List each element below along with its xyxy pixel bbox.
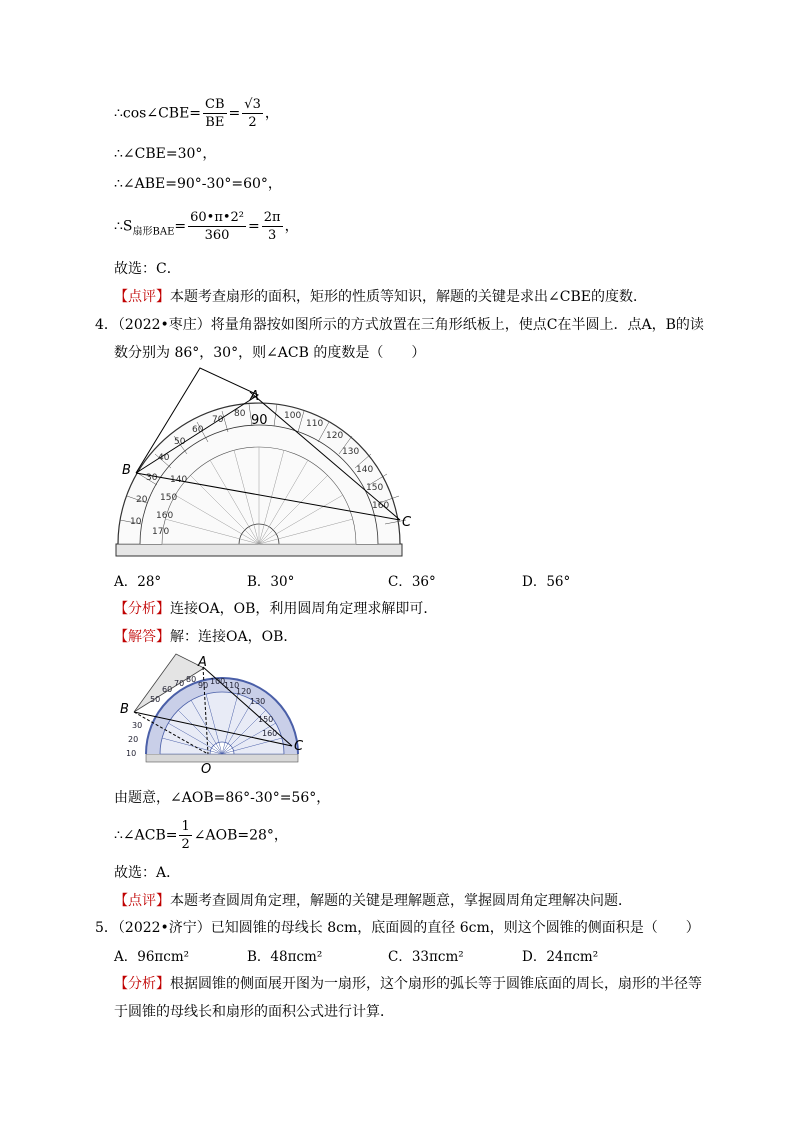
svg-text:140: 140: [356, 465, 374, 475]
cos-line: ∴cos∠CBE= $\frac{CB}{BE}$ = $\frac{√3}{2}$ ，: [114, 97, 279, 130]
cos-prefix: ∴cos∠CBE=: [114, 105, 202, 122]
svg-text:100: 100: [210, 677, 226, 686]
svg-text:170: 170: [152, 527, 170, 537]
svg-text:120: 120: [236, 687, 252, 696]
svg-text:160: 160: [372, 501, 390, 511]
solution-base: [146, 754, 298, 762]
frac-den: 3: [268, 228, 277, 243]
q4-analysis: [114, 598, 437, 618]
step2-prefix: ∴∠ACB=: [114, 827, 178, 844]
angle-cbe-line: ∴∠CBE=30°，: [114, 146, 217, 162]
q4-option-a: A．28°: [114, 574, 162, 590]
svg-text:40: 40: [158, 453, 170, 463]
q5-option-a: A．96πcm²: [114, 949, 190, 965]
svg-text:160: 160: [262, 729, 278, 738]
svg-text:10: 10: [126, 749, 137, 758]
frac-num: 2π: [263, 210, 281, 225]
svg-text:150: 150: [366, 483, 384, 493]
frac-den: 360: [204, 228, 230, 243]
svg-text:80: 80: [234, 409, 246, 419]
q5-analysis-line1: [114, 973, 702, 993]
angle-abe-line: ∴∠ABE=90°-30°=60°，: [114, 176, 282, 192]
svg-text:130: 130: [250, 697, 266, 706]
q4-solution-step1: 由题意，∠AOB=86°-30°=56°，: [114, 790, 331, 806]
sector-area-line: $\therefore S_{扇形BAE}=$ $\frac{\text{60•π•2²}}{360}$ = $\frac{2\pi}{3}$ ，: [114, 210, 299, 243]
q4-stem-line1: 4．（2022•枣庄）将量角器按如图所示的方式放置在三角形纸板上，使点C在半圆上．点A，B的读: [95, 317, 704, 333]
comma: ，: [264, 105, 279, 122]
frac-den: 2: [248, 115, 257, 130]
fraction-sqrt3-2: [242, 96, 263, 131]
analysis-text: 根据圆锥的侧面展开图为一扇形，这个扇形的弧长等于圆锥底面的周长，扇形的半径等: [170, 976, 702, 992]
step2-suffix: ∠AOB=28°，: [193, 827, 288, 844]
answer-text: 解：连接OA，OB．: [170, 629, 298, 645]
q5-stem: 5．（2022•济宁）已知圆锥的母线长 8cm，底面圆的直径 6cm，则这个圆锥的侧面积是（ ）: [95, 920, 700, 936]
svg-text:50: 50: [174, 437, 186, 447]
point-a-label: A: [250, 389, 259, 404]
point-b-label: B: [122, 463, 131, 478]
svg-text:80: 80: [186, 675, 197, 684]
comment-text: 本题考查圆周角定理，解题的关键是理解题意，掌握圆周角定理解决问题．: [170, 893, 632, 909]
svg-text:20: 20: [128, 735, 139, 744]
frac-den: 2: [181, 837, 190, 852]
frac-den: BE: [205, 115, 225, 130]
svg-text:110: 110: [224, 681, 240, 690]
svg-text:70: 70: [174, 679, 185, 688]
svg-text:60: 60: [162, 685, 173, 694]
svg-text:160: 160: [156, 511, 174, 521]
solution-point-c: C: [294, 739, 304, 754]
solution-point-b: B: [120, 702, 129, 717]
q4-option-c: C．36°: [388, 574, 436, 590]
solution-point-a: A: [198, 655, 207, 670]
fraction-cb-be: [203, 96, 227, 131]
frac-num: 60•π•2²: [190, 210, 245, 225]
svg-text:90: 90: [198, 681, 209, 690]
q4-stem-line2: 数分别为 86°，30°，则∠ACB 的度数是（ ）: [114, 345, 426, 361]
svg-text:20: 20: [136, 495, 148, 505]
protractor-figure: [110, 362, 410, 558]
svg-text:150: 150: [258, 715, 274, 724]
q4-solution-step2: [114, 818, 288, 853]
comment-text: 本题考查扇形的面积，矩形的性质等知识，解题的关键是求出∠CBE的度数．: [170, 289, 647, 305]
svg-text:10: 10: [130, 517, 142, 527]
svg-text:130: 130: [342, 447, 360, 457]
svg-text:140: 140: [170, 475, 188, 485]
analysis-tag: 【分析】: [114, 976, 170, 992]
svg-text:150: 150: [160, 493, 178, 503]
comment-tag: 【点评】: [114, 893, 170, 909]
q4-option-b: B．30°: [247, 574, 295, 590]
fraction-area: [188, 209, 246, 244]
q4-option-d: D．56°: [522, 574, 571, 590]
fraction-one-half: [179, 818, 191, 853]
q5-analysis-line2: 于圆锥的母线长和扇形的面积公式进行计算．: [114, 1004, 394, 1020]
svg-text:100: 100: [284, 411, 302, 421]
comment-line-1: [114, 286, 647, 306]
q4-answer: [114, 626, 297, 646]
s-prefix: ∴S: [114, 218, 133, 235]
solution-point-o: O: [201, 762, 212, 777]
q4-comment: [114, 890, 632, 910]
analysis-tag: 【分析】: [114, 601, 170, 617]
analysis-text: 连接OA，OB，利用圆周角定理求解即可．: [170, 601, 438, 617]
q5-option-c: C．33πcm²: [388, 949, 464, 965]
frac-num: CB: [205, 97, 225, 112]
answer-tag: 【解答】: [114, 629, 170, 645]
protractor-base: [116, 544, 402, 556]
q4-choice: 故选：A．: [114, 865, 181, 881]
fraction-2pi-3: [262, 209, 283, 244]
frac-num: 1: [181, 819, 190, 834]
choice-line: 故选：C．: [114, 261, 181, 277]
sector-subscript: 扇形BAE: [132, 226, 175, 238]
svg-text:70: 70: [212, 415, 224, 425]
svg-text:60: 60: [192, 425, 204, 435]
comment-tag: 【点评】: [114, 289, 170, 305]
comma: ，: [284, 218, 299, 235]
q5-option-d: D．24πcm²: [522, 949, 599, 965]
point-c-label: C: [402, 515, 412, 530]
svg-text:110: 110: [306, 419, 324, 429]
svg-text:30: 30: [146, 473, 158, 483]
ninety-label: 90: [251, 413, 268, 428]
q5-option-b: B．48πcm²: [247, 949, 323, 965]
solution-figure: [112, 650, 312, 776]
frac-num: √3: [244, 97, 261, 112]
svg-text:30: 30: [132, 721, 143, 730]
svg-text:50: 50: [150, 695, 161, 704]
svg-text:120: 120: [326, 431, 344, 441]
